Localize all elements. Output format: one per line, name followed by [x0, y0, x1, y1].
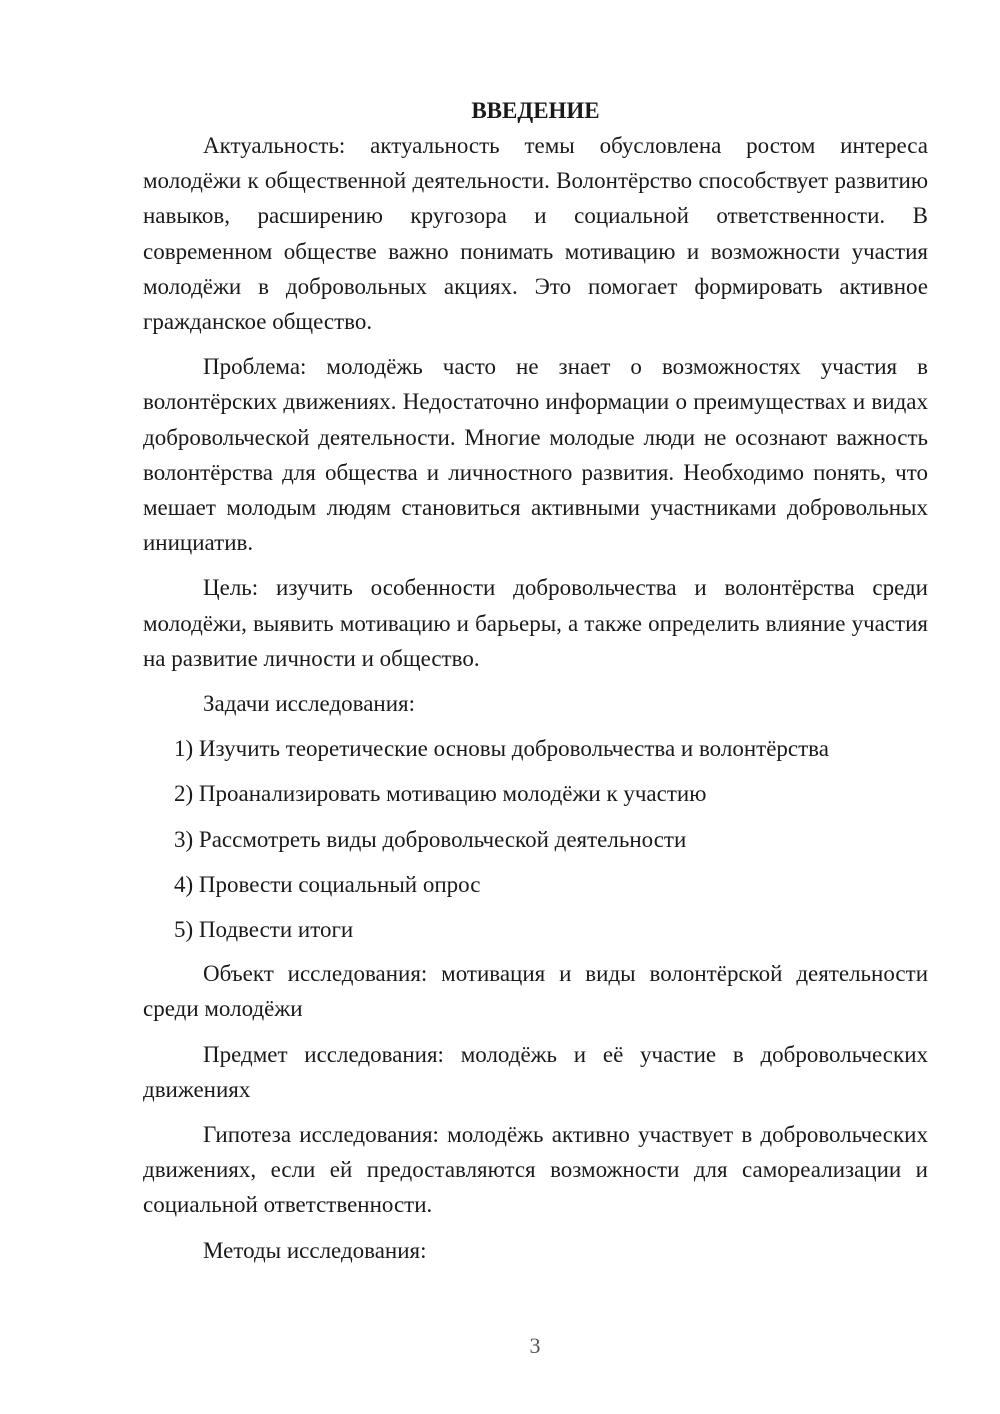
- task-list-item: 1) Изучить теоретические основы добровольчества и волонтёрства: [174, 736, 829, 762]
- task-list-item: 2) Проанализировать мотивацию молодёжи к участию: [174, 781, 707, 807]
- methods-title: Методы исследования:: [203, 1237, 427, 1263]
- task-list-item: 4) Провести социальный опрос: [174, 871, 481, 897]
- object-paragraph: Объект исследования: мотивация и виды волонтёрской деятельности среди молодёжи: [143, 961, 928, 1022]
- page-title: ВВЕДЕНИЕ: [471, 98, 600, 123]
- hypothesis-paragraph: Гипотеза исследования: молодёжь активно участвует в добровольческих движениях, если ей предоставляются возможности для самореализации и социальной ответственности.: [143, 1122, 928, 1218]
- problem-paragraph: Проблема: молодёжь часто не знает о возможностях участия в волонтёрских движениях. Недостаточно информации о преимуществах и видах добровольческой деятельности. Многие молодые люди не осознают важность волонтёрства для общества и личностного развития. Необходимо понять, что мешает молодым людям становиться активными участниками добровольных инициатив.: [143, 354, 928, 556]
- task-list-item: 3) Рассмотреть виды добровольческой деятельности: [174, 826, 687, 852]
- subject-paragraph: Предмет исследования: молодёжь и её участие в добровольческих движениях: [143, 1041, 928, 1102]
- page-number: 3: [529, 1333, 541, 1358]
- document-page: [143, 93, 928, 1268]
- goal-paragraph: Цель: изучить особенности добровольчества и волонтёрства среди молодёжи, выявить мотивацию и барьеры, а также определить влияние участия на развитие личности и общество.: [143, 575, 928, 671]
- tasks-title: Задачи исследования:: [203, 691, 416, 717]
- relevance-paragraph: Актуальность: актуальность темы обусловлена ростом интереса молодёжи к общественной деятельности. Волонтёрство способствует развитию навыков, расширению кругозора и социальной ответственности. В современном обществе важно понимать мотивацию и возможности участия молодёжи в добровольных акциях. Это помогает формировать активное гражданское общество.: [143, 133, 928, 335]
- task-list-item: 5) Подвести итоги: [174, 917, 354, 943]
